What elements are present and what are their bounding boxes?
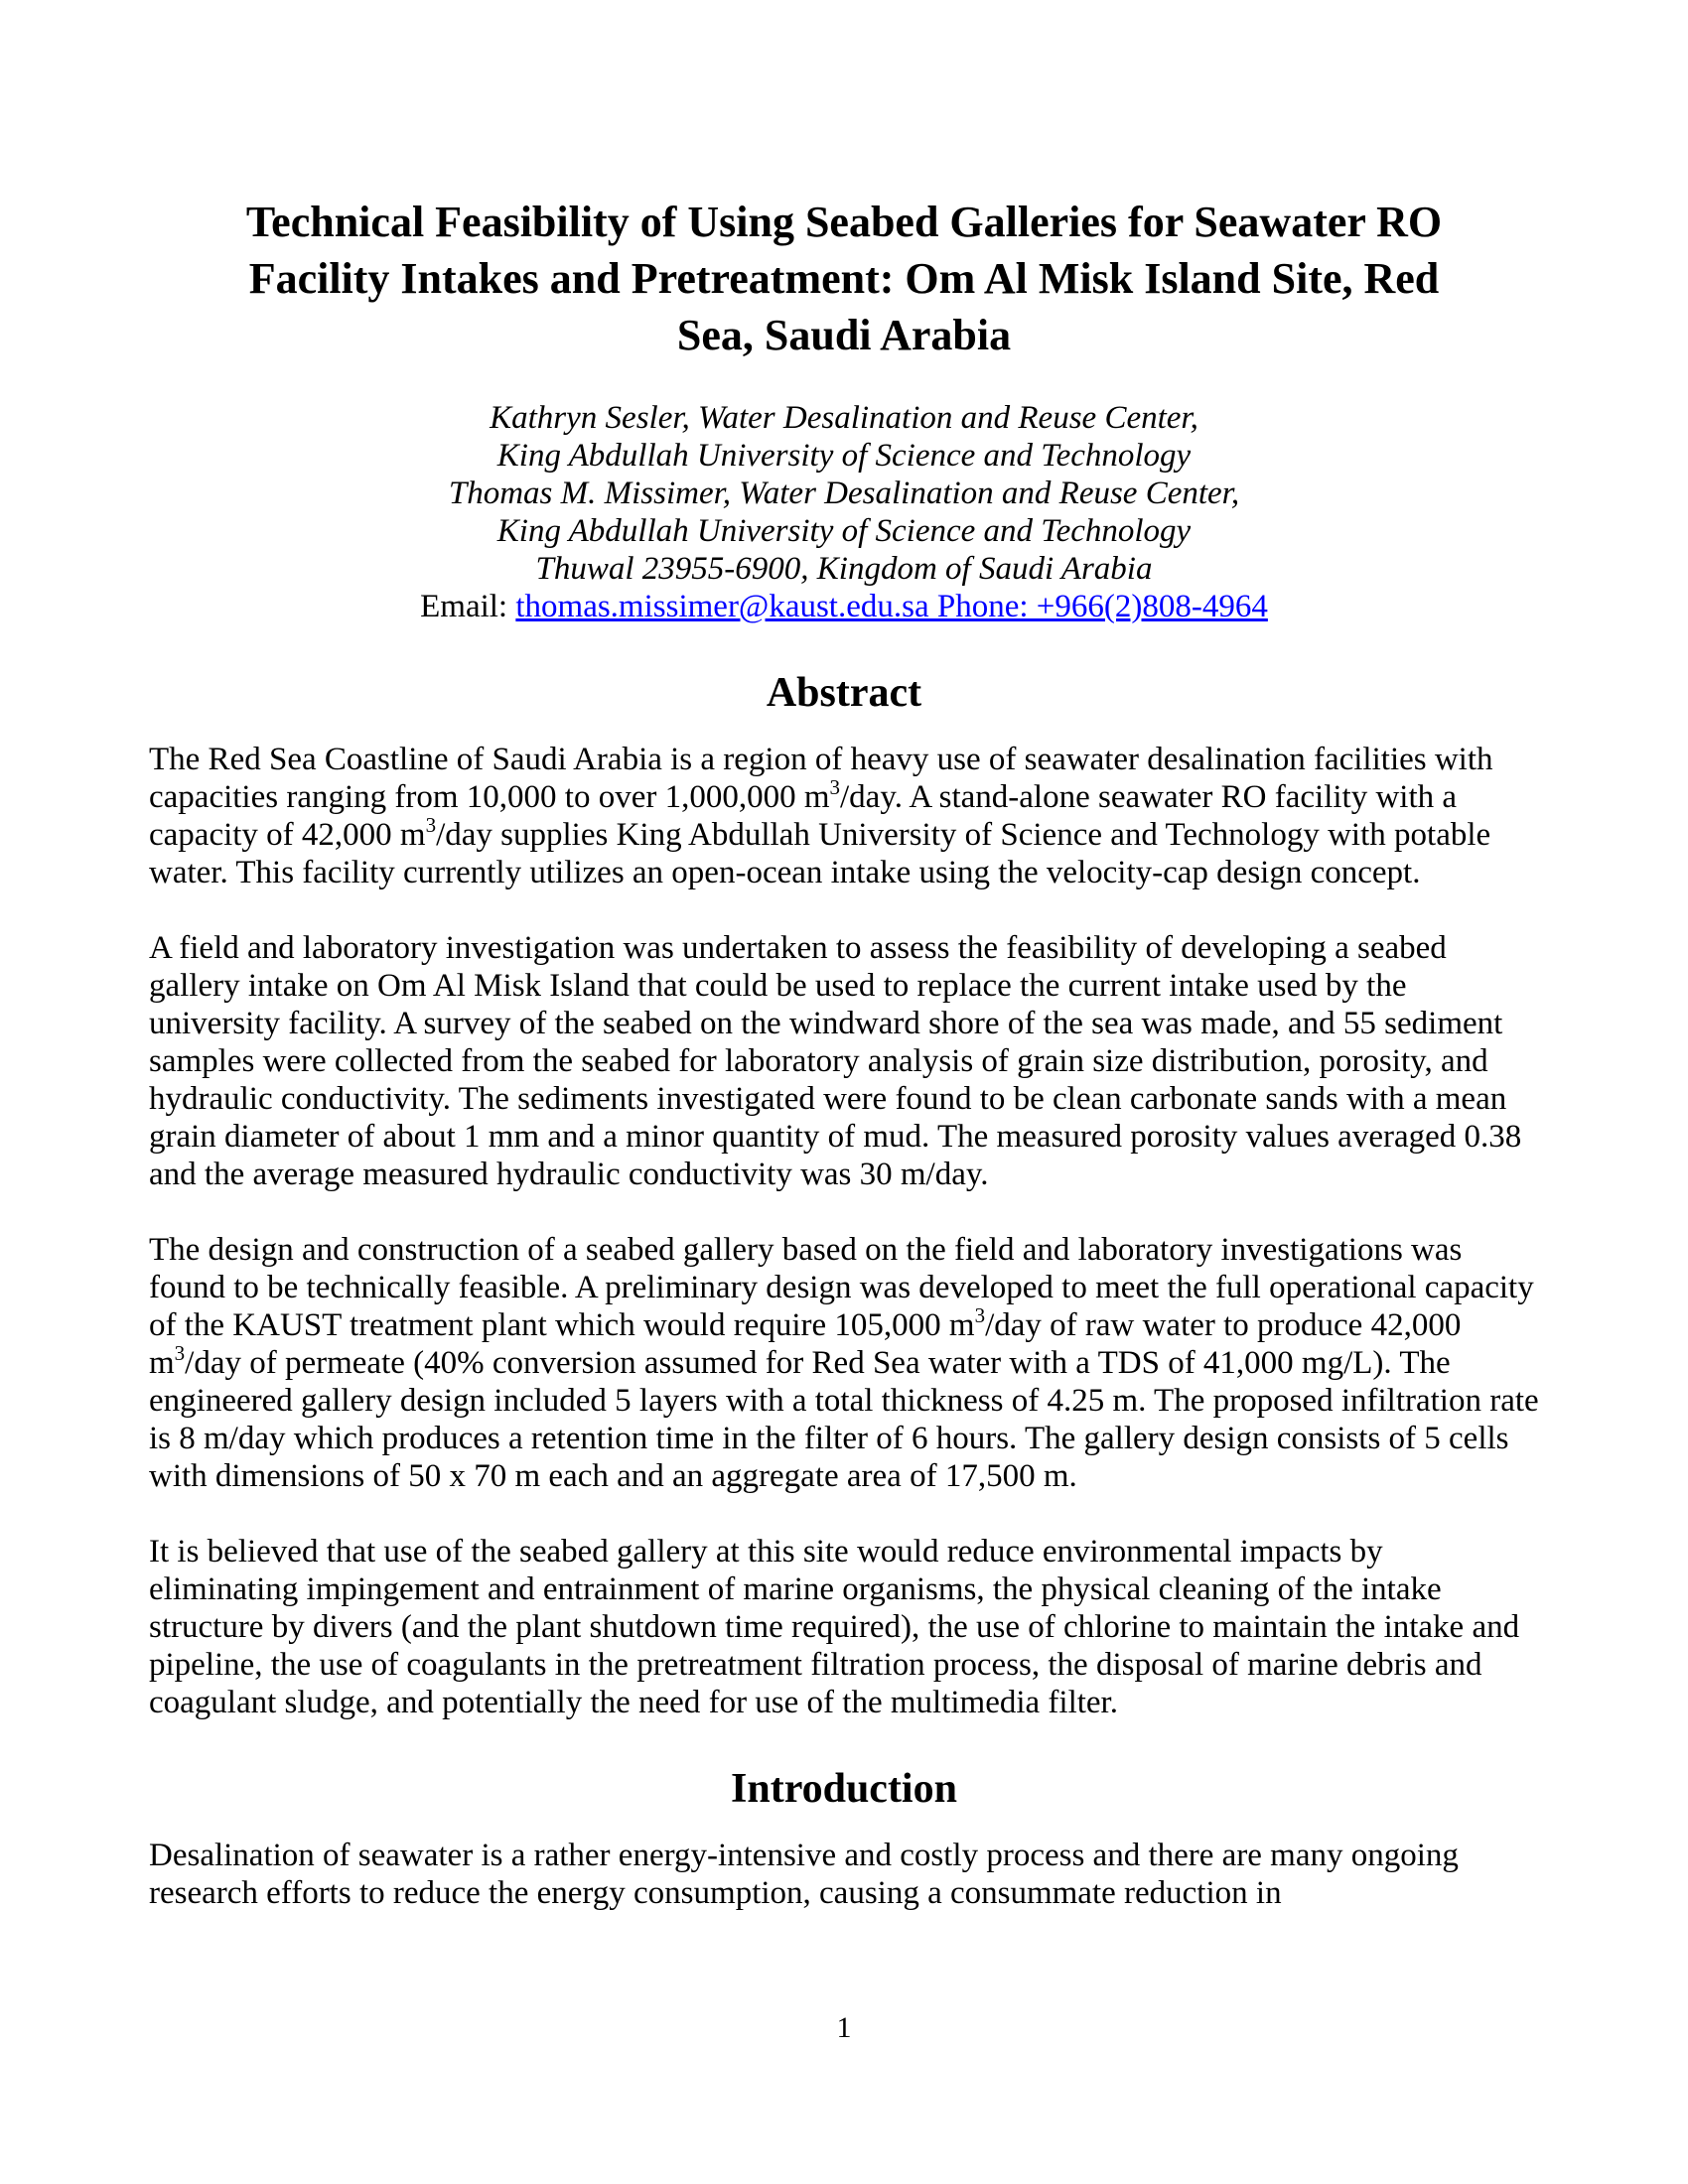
introduction-paragraph-1: Desalination of seawater is a rather energy-intensive and costly process and there are many ongoing research efforts to reduce the energy consumption, causing a consummate reduction in xyxy=(149,1838,1459,1911)
abstract-paragraph-1: The Red Sea Coastline of Saudi Arabia is a region of heavy use of seawater desalination facilities with capacities ranging from 10,000 to over 1,000,000 $m^3$/day. A stand-alone seawater RO facility with a capacity of 42,000 $m^3$/day supplies King Abdullah University of Science and Technology with potable water. This facility currently utilizes an open-ocean intake using the velocity-cap design concept. xyxy=(149,742,1493,890)
abstract-paragraph-4: It is believed that use of the seabed gallery at this site would reduce environmental impacts by eliminating impingement and entrainment of marine organisms, the physical cleaning of the intake structure by divers (and the plant shutdown time required), the use of chlorine to maintain the intake and pipeline, the use of coagulants in the pretreatment filtration process, the disposal of marine debris and coagulant sludge, and potentially the need for use of the multimedia filter. xyxy=(149,1534,1520,1720)
contact-line xyxy=(149,588,1539,625)
email-phone-link[interactable]: thomas.missimer@kaust.edu.sa Phone: +966(2)808-4964 xyxy=(515,589,1268,624)
author-line-4: King Abdullah University of Science and Technology xyxy=(496,513,1192,549)
abstract-paragraph-3: The design and construction of a seabed gallery based on the field and laboratory investigations was found to be technically feasible. A preliminary design was developed to meet the full operational capacity of the KAUST treatment plant which would require 105,000 $m^3$/day of raw water to produce 42,000 $m^3$/day of permeate (40% conversion assumed for Red Sea water with a TDS of 41,000 mg/L). The engineered gallery design included 5 layers with a total thickness of 4.25 m. The proposed infiltration rate is 8 m/day which produces a retention time in the filter of 6 hours. The gallery design consists of 5 cells with dimensions of 50 x 70 m each and an aggregate area of 17,500 m. xyxy=(149,1232,1539,1494)
introduction-heading: Introduction xyxy=(731,1766,957,1812)
author-block xyxy=(149,399,1539,625)
author-line-1: Kathryn Sesler, Water Desalination and Reuse Center, xyxy=(490,400,1198,436)
author-line-2: King Abdullah University of Science and Technology xyxy=(496,438,1192,474)
email-label: Email: xyxy=(420,589,516,624)
abstract-paragraph-2: A field and laboratory investigation was undertaken to assess the feasibility of developing a seabed gallery intake on Om Al Misk Island that could be used to replace the current intake used by the university facility. A survey of the seabed on the windward shore of the sea was made, and 55 sediment samples were collected from the seabed for laboratory analysis of grain size distribution, porosity, and hydraulic conductivity. The sediments investigated were found to be clean carbonate sands with a mean grain diameter of about 1 mm and a minor quantity of mud. The measured porosity values averaged 0.38 and the average measured hydraulic conductivity was 30 m/day. xyxy=(149,930,1522,1192)
author-line-5: Thuwal 23955-6900, Kingdom of Saudi Arabia xyxy=(535,551,1153,587)
author-line-3: Thomas M. Missimer, Water Desalination and Reuse Center, xyxy=(448,476,1240,511)
paper-title: Technical Feasibility of Using Seabed Galleries for Seawater RO Facility Intakes and Pretreatment: Om Al Misk Island Site, Red Sea, Saudi Arabia xyxy=(245,198,1443,359)
abstract-heading: Abstract xyxy=(766,670,922,716)
page-number: 1 xyxy=(836,2011,852,2044)
